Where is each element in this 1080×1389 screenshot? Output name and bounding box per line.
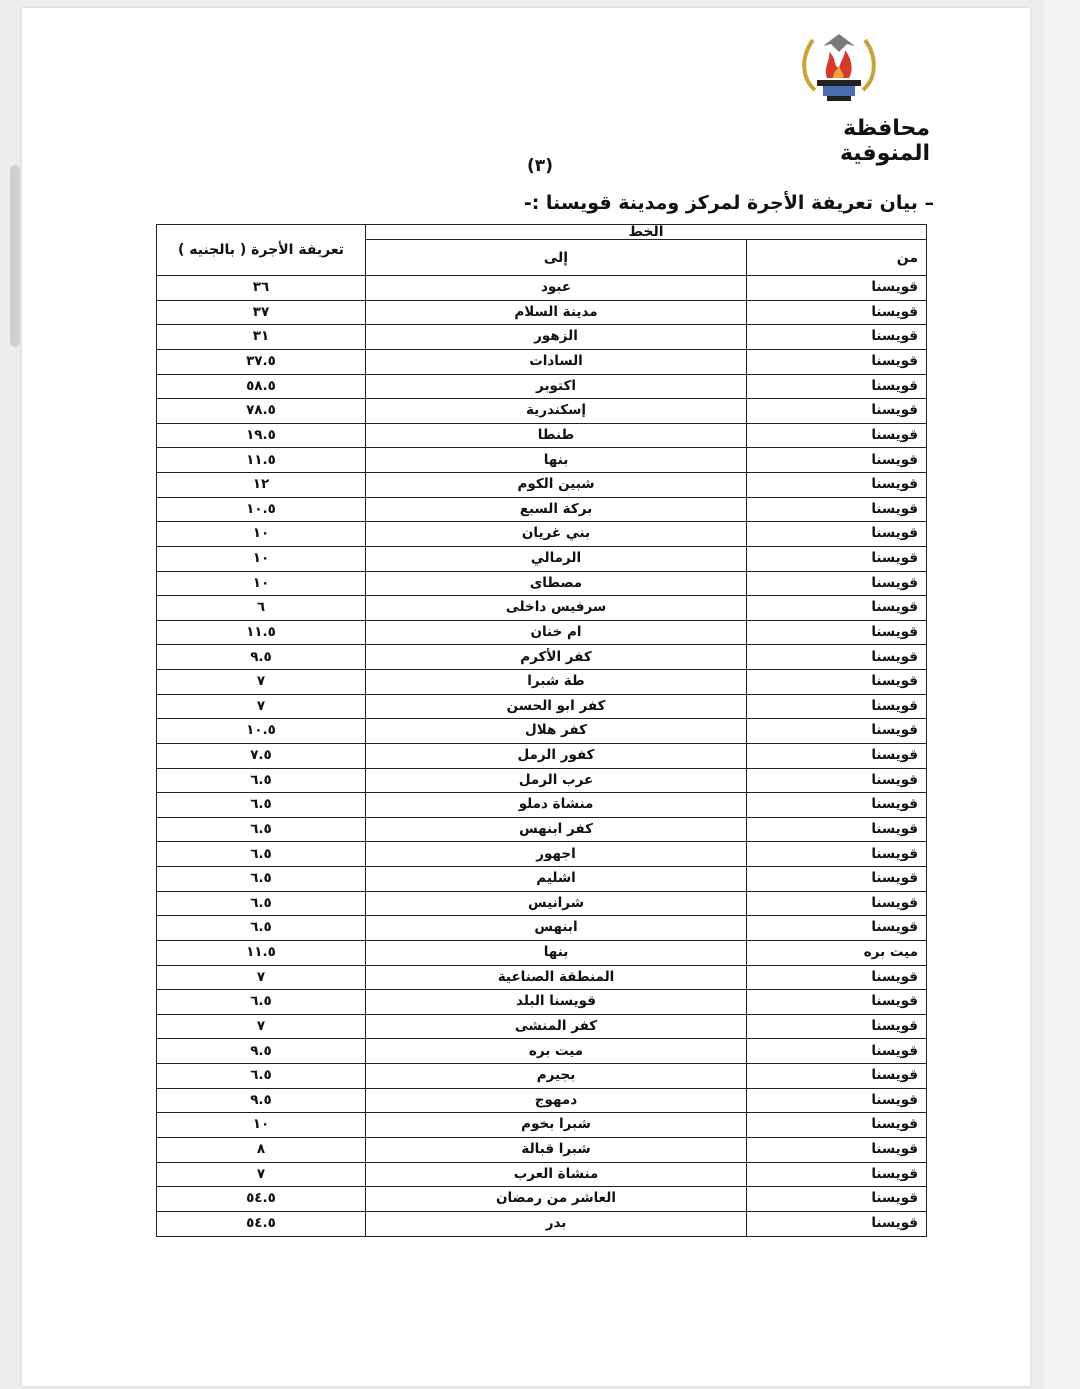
to-cell: عبود xyxy=(366,276,747,301)
fare-cell: ٦ xyxy=(157,596,366,621)
table-row xyxy=(157,743,927,768)
fare-cell: ٧ xyxy=(157,694,366,719)
fare-cell: ١٩.٥ xyxy=(157,423,366,448)
from-cell: قويسنا xyxy=(747,916,927,941)
table-row xyxy=(157,325,927,350)
to-cell: كفر الأكرم xyxy=(366,645,747,670)
from-cell: قويسنا xyxy=(747,1137,927,1162)
from-cell: قويسنا xyxy=(747,793,927,818)
table-row xyxy=(157,1064,927,1089)
from-cell: قويسنا xyxy=(747,1088,927,1113)
table-row xyxy=(157,670,927,695)
scrollbar-thumb[interactable] xyxy=(10,165,20,347)
table-row xyxy=(157,1211,927,1236)
table-row xyxy=(157,694,927,719)
to-cell: بدر xyxy=(366,1211,747,1236)
table-row xyxy=(157,768,927,793)
from-cell: قويسنا xyxy=(747,423,927,448)
table-row xyxy=(157,522,927,547)
table-row xyxy=(157,916,927,941)
to-cell: بركة السبع xyxy=(366,497,747,522)
from-cell: قويسنا xyxy=(747,1039,927,1064)
table-row xyxy=(157,349,927,374)
fare-cell: ٥٤.٥ xyxy=(157,1211,366,1236)
fare-cell: ٧ xyxy=(157,1162,366,1187)
to-cell: العاشر من رمضان xyxy=(366,1187,747,1212)
to-cell: كفر ابو الحسن xyxy=(366,694,747,719)
from-cell: قويسنا xyxy=(747,473,927,498)
table-row xyxy=(157,497,927,522)
to-cell: مدينة السلام xyxy=(366,300,747,325)
from-cell: قويسنا xyxy=(747,546,927,571)
document-heading: – بيان تعريفة الأجرة لمركز ومدينة قويسنا :- xyxy=(523,192,934,214)
to-cell: سرفيس داخلى xyxy=(366,596,747,621)
table-row xyxy=(157,1137,927,1162)
table-row xyxy=(157,793,927,818)
to-cell: اكتوبر xyxy=(366,374,747,399)
fare-cell: ١٠.٥ xyxy=(157,497,366,522)
from-cell: قويسنا xyxy=(747,325,927,350)
from-cell: قويسنا xyxy=(747,1187,927,1212)
to-cell: شبرا بخوم xyxy=(366,1113,747,1138)
from-cell: قويسنا xyxy=(747,1064,927,1089)
from-cell: قويسنا xyxy=(747,571,927,596)
fare-cell: ٧٨.٥ xyxy=(157,399,366,424)
fare-cell: ٦.٥ xyxy=(157,793,366,818)
fare-cell: ١٠ xyxy=(157,1113,366,1138)
table-row xyxy=(157,817,927,842)
table-row xyxy=(157,719,927,744)
to-cell: كفور الرمل xyxy=(366,743,747,768)
fare-cell: ٣١ xyxy=(157,325,366,350)
fare-cell: ٩.٥ xyxy=(157,1039,366,1064)
to-cell: كفر هلال xyxy=(366,719,747,744)
to-cell: بنها xyxy=(366,940,747,965)
fare-table xyxy=(156,224,927,1237)
from-cell: قويسنا xyxy=(747,1211,927,1236)
table-row xyxy=(157,867,927,892)
from-cell: قويسنا xyxy=(747,867,927,892)
fare-cell: ٧ xyxy=(157,670,366,695)
fare-cell: ٦.٥ xyxy=(157,891,366,916)
fare-cell: ٣٧.٥ xyxy=(157,349,366,374)
to-cell: بجيرم xyxy=(366,1064,747,1089)
to-cell: كفر ابنهس xyxy=(366,817,747,842)
fare-cell: ٧.٥ xyxy=(157,743,366,768)
table-row xyxy=(157,620,927,645)
to-cell: ميت بره xyxy=(366,1039,747,1064)
viewer-edge xyxy=(1044,0,1080,1389)
fare-cell: ٥٤.٥ xyxy=(157,1187,366,1212)
to-cell: المنطقة الصناعية xyxy=(366,965,747,990)
table-row xyxy=(157,374,927,399)
table-row xyxy=(157,448,927,473)
table-row xyxy=(157,645,927,670)
from-cell: قويسنا xyxy=(747,620,927,645)
fare-cell: ٣٧ xyxy=(157,300,366,325)
from-cell: قويسنا xyxy=(747,1113,927,1138)
to-cell: دمهوج xyxy=(366,1088,747,1113)
fare-cell: ١٠.٥ xyxy=(157,719,366,744)
from-cell: قويسنا xyxy=(747,719,927,744)
fare-cell: ٧ xyxy=(157,1014,366,1039)
from-cell: قويسنا xyxy=(747,670,927,695)
to-cell: بنها xyxy=(366,448,747,473)
fare-cell: ١٠ xyxy=(157,571,366,596)
table-row xyxy=(157,300,927,325)
from-cell: قويسنا xyxy=(747,694,927,719)
from-cell: ميت بره xyxy=(747,940,927,965)
table-row xyxy=(157,1187,927,1212)
table-row xyxy=(157,990,927,1015)
to-cell: الرمالي xyxy=(366,546,747,571)
line-column-header: الخط xyxy=(366,225,927,240)
to-cell: عرب الرمل xyxy=(366,768,747,793)
from-cell: قويسنا xyxy=(747,1014,927,1039)
table-row xyxy=(157,1088,927,1113)
fare-cell: ٦.٥ xyxy=(157,916,366,941)
from-cell: قويسنا xyxy=(747,743,927,768)
to-cell: قويسنا البلد xyxy=(366,990,747,1015)
to-cell: طة شبرا xyxy=(366,670,747,695)
to-cell: إسكندرية xyxy=(366,399,747,424)
from-cell: قويسنا xyxy=(747,817,927,842)
from-cell: قويسنا xyxy=(747,349,927,374)
from-cell: قويسنا xyxy=(747,276,927,301)
table-row xyxy=(157,423,927,448)
governorate-title: محافظة المنوفية xyxy=(839,116,930,166)
fare-cell: ٧ xyxy=(157,965,366,990)
table-row xyxy=(157,940,927,965)
from-cell: قويسنا xyxy=(747,990,927,1015)
from-cell: قويسنا xyxy=(747,965,927,990)
table-row xyxy=(157,965,927,990)
from-cell: قويسنا xyxy=(747,1162,927,1187)
to-cell: اجهور xyxy=(366,842,747,867)
from-cell: قويسنا xyxy=(747,399,927,424)
fare-cell: ١١.٥ xyxy=(157,620,366,645)
fare-cell: ٦.٥ xyxy=(157,990,366,1015)
table-row xyxy=(157,1039,927,1064)
fare-cell: ٦.٥ xyxy=(157,867,366,892)
fare-cell: ٩.٥ xyxy=(157,1088,366,1113)
fare-cell: ١٠ xyxy=(157,546,366,571)
fare-cell: ١٠ xyxy=(157,522,366,547)
from-column-header: من xyxy=(747,240,927,276)
from-cell: قويسنا xyxy=(747,448,927,473)
from-cell: قويسنا xyxy=(747,374,927,399)
from-cell: قويسنا xyxy=(747,768,927,793)
page-number: (٣) xyxy=(527,156,553,176)
to-cell: كفر المنشى xyxy=(366,1014,747,1039)
to-cell: بني غريان xyxy=(366,522,747,547)
fare-cell: ٩.٥ xyxy=(157,645,366,670)
fare-cell: ١١.٥ xyxy=(157,448,366,473)
fare-cell: ١٢ xyxy=(157,473,366,498)
to-cell: منشاة العرب xyxy=(366,1162,747,1187)
fare-cell: ٨ xyxy=(157,1137,366,1162)
fare-cell: ٦.٥ xyxy=(157,842,366,867)
to-cell: السادات xyxy=(366,349,747,374)
from-cell: قويسنا xyxy=(747,645,927,670)
table-row xyxy=(157,473,927,498)
from-cell: قويسنا xyxy=(747,300,927,325)
to-cell: ام خنان xyxy=(366,620,747,645)
table-row xyxy=(157,1162,927,1187)
from-cell: قويسنا xyxy=(747,596,927,621)
to-cell: اشليم xyxy=(366,867,747,892)
to-cell: شرانيس xyxy=(366,891,747,916)
fare-cell: ٦.٥ xyxy=(157,817,366,842)
fare-cell: ٦.٥ xyxy=(157,768,366,793)
from-cell: قويسنا xyxy=(747,842,927,867)
from-cell: قويسنا xyxy=(747,891,927,916)
to-cell: طنطا xyxy=(366,423,747,448)
to-column-header: إلى xyxy=(366,240,747,276)
governorate-emblem-logo xyxy=(793,28,885,108)
to-cell: ابنهس xyxy=(366,916,747,941)
table-row xyxy=(157,571,927,596)
table-row xyxy=(157,1014,927,1039)
from-cell: قويسنا xyxy=(747,522,927,547)
table-row xyxy=(157,596,927,621)
fare-cell: ١١.٥ xyxy=(157,940,366,965)
table-row xyxy=(157,1113,927,1138)
fare-cell: ٦.٥ xyxy=(157,1064,366,1089)
from-cell: قويسنا xyxy=(747,497,927,522)
table-row xyxy=(157,276,927,301)
to-cell: شبرا قبالة xyxy=(366,1137,747,1162)
to-cell: منشاة دملو xyxy=(366,793,747,818)
fare-cell: ٣٦ xyxy=(157,276,366,301)
to-cell: شبين الكوم xyxy=(366,473,747,498)
fare-column-header: تعريفة الأجرة ( بالجنيه ) xyxy=(157,225,366,276)
to-cell: الزهور xyxy=(366,325,747,350)
table-row xyxy=(157,399,927,424)
table-row xyxy=(157,891,927,916)
table-row xyxy=(157,842,927,867)
fare-cell: ٥٨.٥ xyxy=(157,374,366,399)
table-row xyxy=(157,546,927,571)
to-cell: مصطاى xyxy=(366,571,747,596)
